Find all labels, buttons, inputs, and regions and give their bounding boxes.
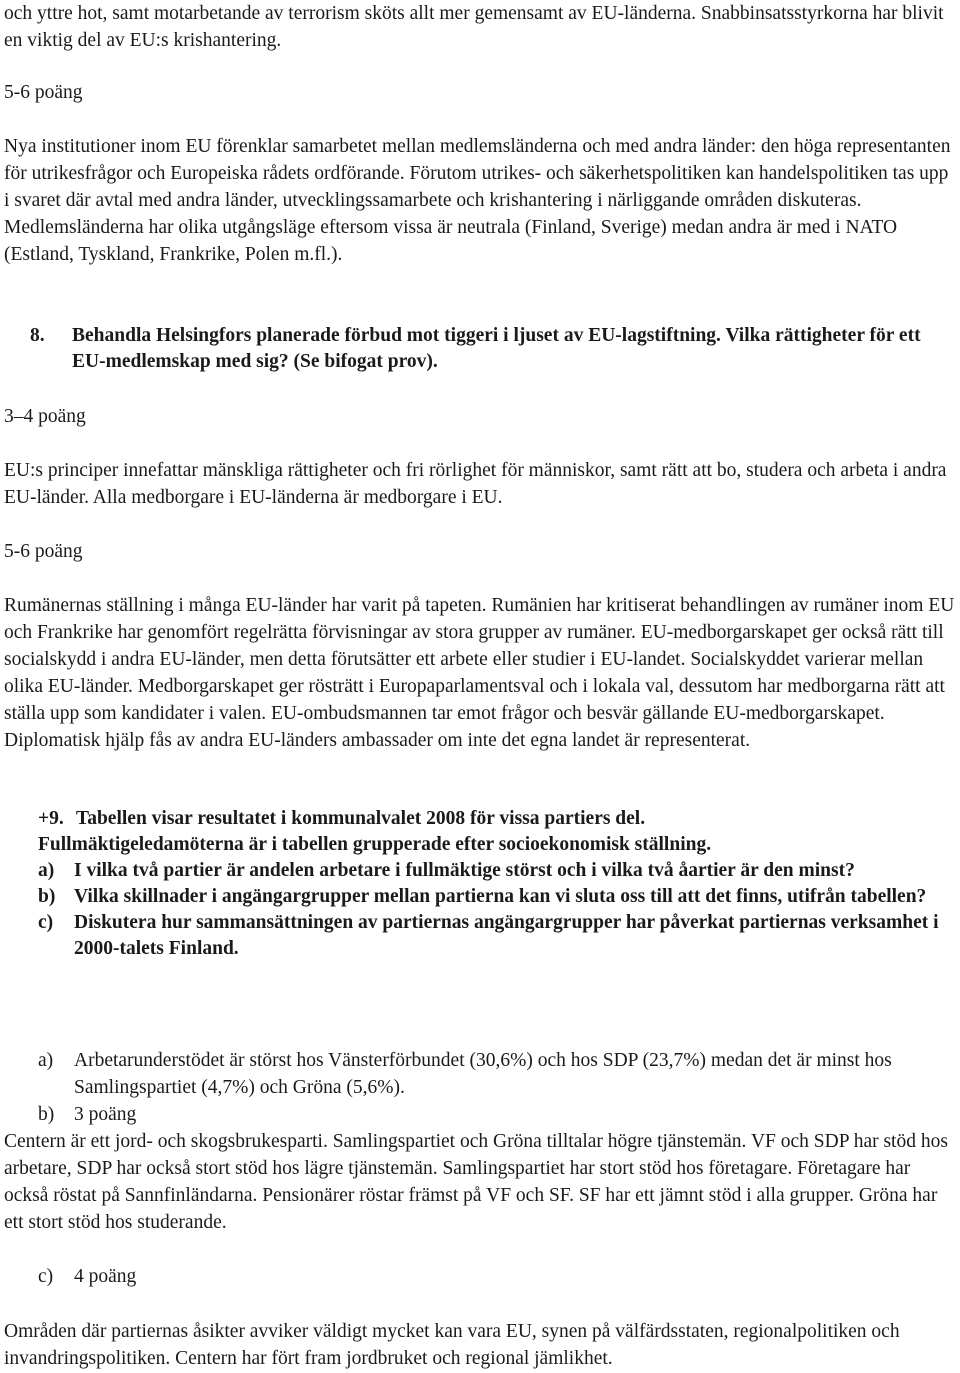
paragraph-top: och yttre hot, samt motarbetande av terrorism sköts allt mer gemensamt av EU-länderna. Snabbinsatsstyrkorna har blivit en viktig del av EU:s krishantering.	[4, 3, 944, 51]
question-sub-b	[4, 884, 956, 910]
points-label: 5-6 poäng	[4, 82, 83, 103]
answer-label: a)	[38, 1050, 54, 1071]
question-text: Behandla Helsingfors planerade förbud mot tiggeri i ljuset av EU-lagstiftning. Vilka rättigheter för ett EU-medlemskap med sig? (Se bifogat prov).	[72, 325, 921, 372]
question-number: +9.	[38, 808, 64, 829]
question-8	[4, 323, 956, 375]
answer-label: b)	[38, 1104, 55, 1125]
question-sub-a	[4, 858, 956, 884]
question-9-intro	[4, 806, 956, 832]
sub-text: Vilka skillnader i angängargrupper mellan partierna kan vi sluta oss till att det finns, utifrån tabellen?	[74, 886, 927, 907]
answer-text: Arbetarunderstödet är störst hos Vänsterförbundet (30,6%) och hos SDP (23,7%) medan det är minst hos Samlingspartiet (4,7%) och Gröna (5,6%).	[74, 1050, 892, 1098]
sub-text: Diskutera hur sammansättningen av partiernas angängargrupper har påverkat partiernas verksamhet i 2000-talets Finland.	[74, 912, 939, 959]
answer-label: c)	[38, 1266, 54, 1287]
paragraph-romanians: Rumänernas ställning i många EU-länder har varit på tapeten. Rumänien har kritiserat behandlingen av rumäner inom EU och Frankrike har genomfört regelrätta förvisningar av stora grupper av rumäner. EU-medborgarskapet ger också rätt till socialskydd i andra EU-länder, men detta förutsätter ett arbete eller studier i EU-landet. Socialskyddet varierar mellan olika EU-länder. Medborgarskapet ger rösträtt i Europaparlamentsval och i lokala val, dessutom har medborgarna rätt att ställa upp som kandidater i valen. EU-ombudsmannen tar emot frågor och besvär gällande EU-medborgarskapet. Diplomatisk hjälp fås av andra EU-länders ambassader om inte det egna landet är representerat.	[4, 595, 955, 751]
points-label: 3–4 poäng	[4, 406, 86, 427]
question-text: Fullmäktigeledamöterna är i tabellen grupperade efter socioekonomisk ställning.	[38, 834, 712, 855]
answer-b	[4, 1101, 956, 1128]
question-number: 8.	[30, 325, 45, 346]
points-label: 5-6 poäng	[4, 541, 83, 562]
answer-c	[4, 1263, 956, 1290]
paragraph-institutions: Nya institutioner inom EU förenklar samarbetet mellan medlemsländerna och med andra länder: den höga representanten för utrikesfrågor och Europeiska rådets ordförande. Förutom utrikes- och säkerhetspolitiken kan handelspolitiken tas upp i svaret där avtal med andra länder, utvecklingssamarbete och krishantering i närliggande områden diskuteras. Medlemsländerna har olika utgångsläge eftersom vissa är neutrala (Finland, Sverige) medan andra är med i NATO (Estland, Tyskland, Frankrike, Polen m.fl.).	[4, 136, 951, 265]
answer-points: 4 poäng	[74, 1266, 137, 1287]
answer-points: 3 poäng	[74, 1104, 137, 1125]
question-sub-c	[4, 910, 956, 962]
sub-label: a)	[38, 860, 55, 881]
sub-label: b)	[38, 886, 56, 907]
paragraph-final: Områden där partiernas åsikter avviker väldigt mycket kan vara EU, synen på välfärdsstaten, regionalpolitiken och invandringspolitiken. Centern har fört fram jordbruket och regional jämlikhet.	[4, 1321, 900, 1369]
answer-a	[4, 1047, 956, 1101]
paragraph-centern: Centern är ett jord- och skogsbrukesparti. Samlingspartiet och Gröna tilltalar högre tjänstemän. VF och SDP har stöd hos arbetare, SDP har också stort stöd hos lägre tjänstemän. Samlingspartiet har stort stöd hos företagare. Företagare har också röstat på Sannfinländarna. Pensionärer röstar främst på VF och SF. SF har ett jämnt stöd i alla grupper. Gröna har ett stort stöd hos studerande.	[4, 1131, 948, 1233]
sub-text: I vilka två partier är andelen arbetare i fullmäktige störst och i vilka två åartier är den minst?	[74, 860, 855, 881]
question-9	[4, 806, 956, 962]
question-text: Tabellen visar resultatet i kommunalvalet 2008 för vissa partiers del.	[76, 808, 646, 829]
paragraph-principles: EU:s principer innefattar mänskliga rättigheter och fri rörlighet för människor, samt rätt att bo, studera och arbeta i andra EU-länder. Alla medborgare i EU-länderna är medborgare i EU.	[4, 460, 947, 508]
sub-label: c)	[38, 912, 54, 933]
